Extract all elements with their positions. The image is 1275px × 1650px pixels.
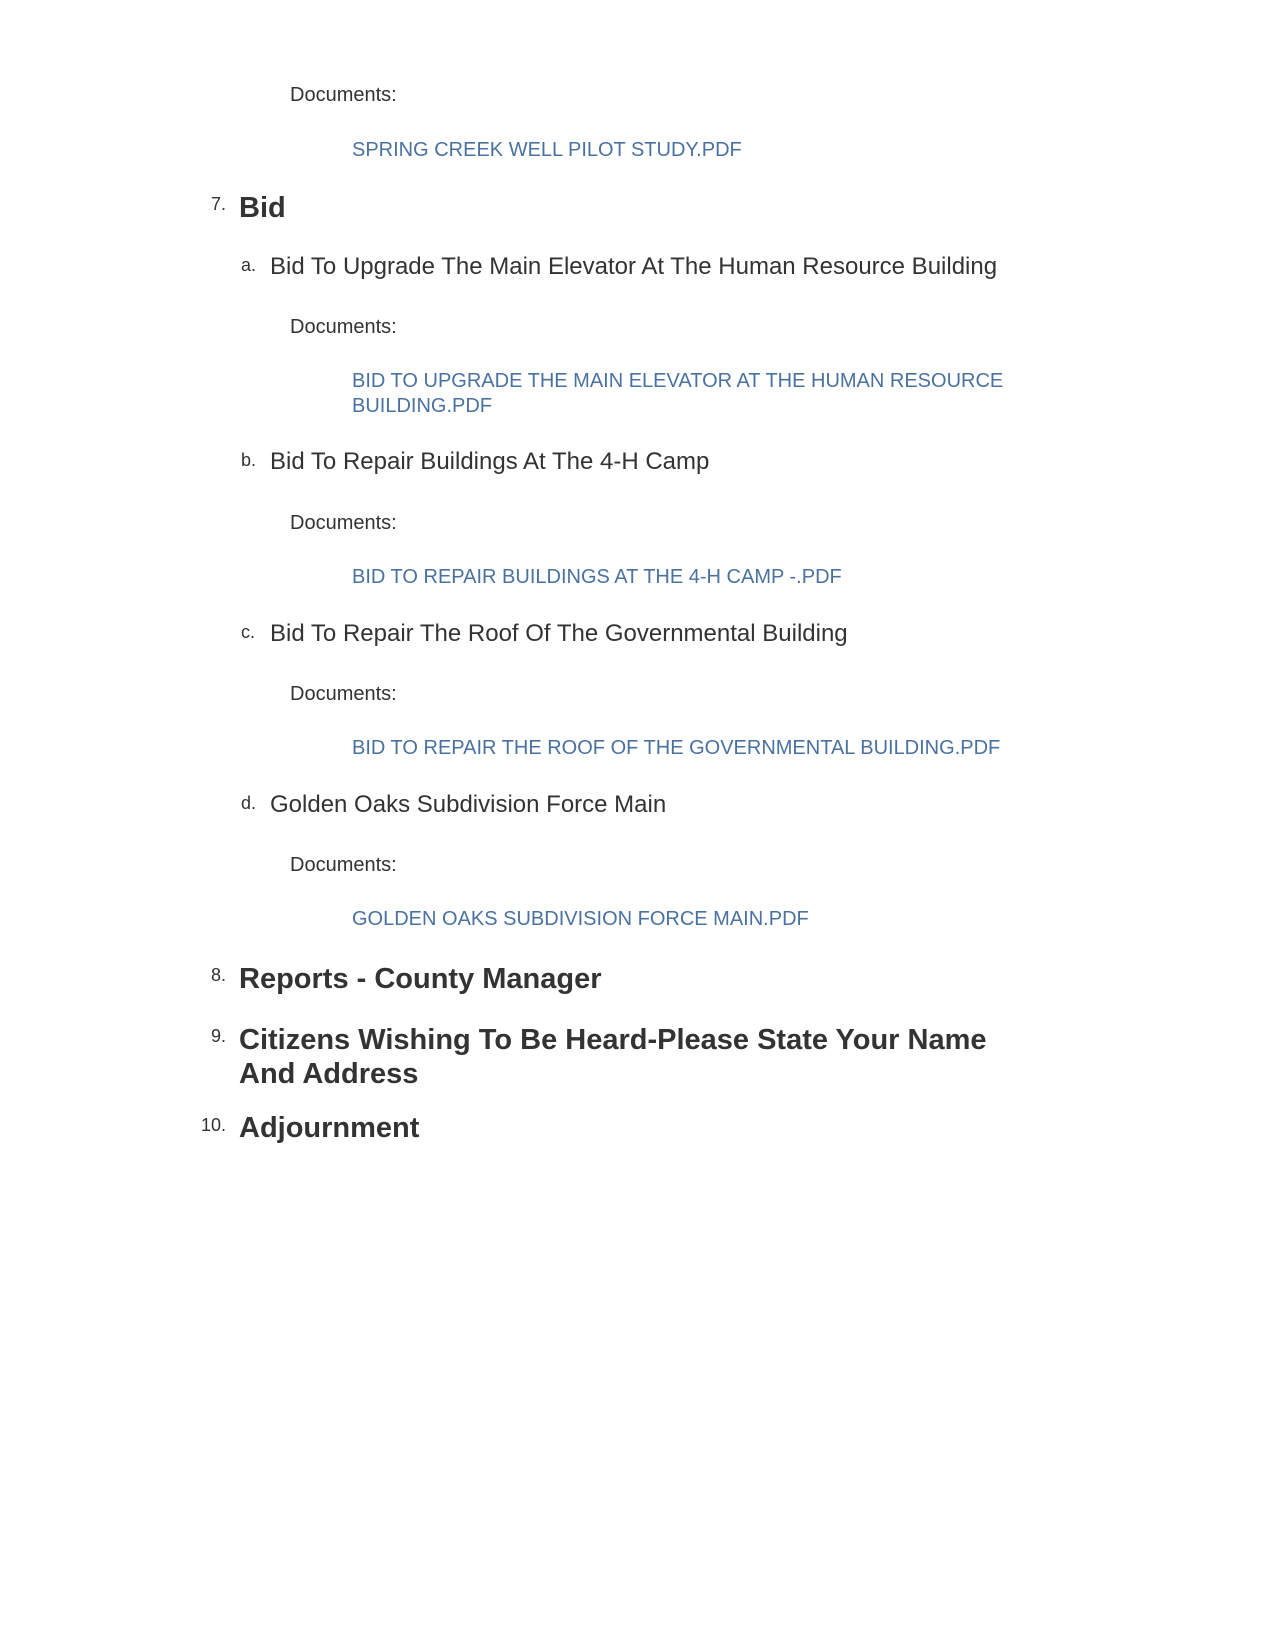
- item-heading-reports: Reports - County Manager: [239, 963, 602, 995]
- subitem-letter-c: c.: [241, 622, 256, 642]
- subitem-heading-roof: Bid To Repair The Roof Of The Governmental Building: [270, 620, 848, 647]
- item-number-10: 10.: [200, 1115, 226, 1135]
- item-heading-citizens: Citizens Wishing To Be Heard-Please State Your Name And Address: [239, 1024, 987, 1090]
- item-heading-bid: Bid: [239, 192, 286, 224]
- documents-label: Documents:: [290, 854, 397, 876]
- item-heading-adjournment: Adjournment: [239, 1112, 420, 1144]
- documents-label: Documents:: [290, 84, 397, 106]
- document-link-4h-camp[interactable]: BID TO REPAIR BUILDINGS AT THE 4-H CAMP -.PDF: [352, 566, 842, 588]
- documents-label: Documents:: [290, 512, 397, 534]
- item-number-9: 9.: [210, 1026, 226, 1046]
- documents-label: Documents:: [290, 683, 397, 705]
- document-link-roof[interactable]: BID TO REPAIR THE ROOF OF THE GOVERNMENTAL BUILDING.PDF: [352, 737, 1001, 759]
- subitem-letter-d: d.: [241, 793, 257, 813]
- subitem-letter-a: a.: [241, 255, 257, 275]
- subitem-heading-elevator: Bid To Upgrade The Main Elevator At The Human Resource Building: [270, 253, 998, 280]
- document-link-golden-oaks[interactable]: GOLDEN OAKS SUBDIVISION FORCE MAIN.PDF: [352, 908, 809, 930]
- subitem-letter-b: b.: [241, 450, 257, 470]
- document-link-spring-creek[interactable]: SPRING CREEK WELL PILOT STUDY.PDF: [352, 139, 742, 161]
- documents-label: Documents:: [290, 316, 397, 338]
- subitem-heading-4h-camp: Bid To Repair Buildings At The 4-H Camp: [270, 448, 710, 475]
- document-link-elevator[interactable]: BID TO UPGRADE THE MAIN ELEVATOR AT THE HUMAN RESOURCE BUILDING.PDF: [352, 370, 1004, 417]
- item-number-7: 7.: [210, 194, 226, 214]
- subitem-heading-golden-oaks: Golden Oaks Subdivision Force Main: [270, 791, 667, 818]
- item-number-8: 8.: [210, 965, 226, 985]
